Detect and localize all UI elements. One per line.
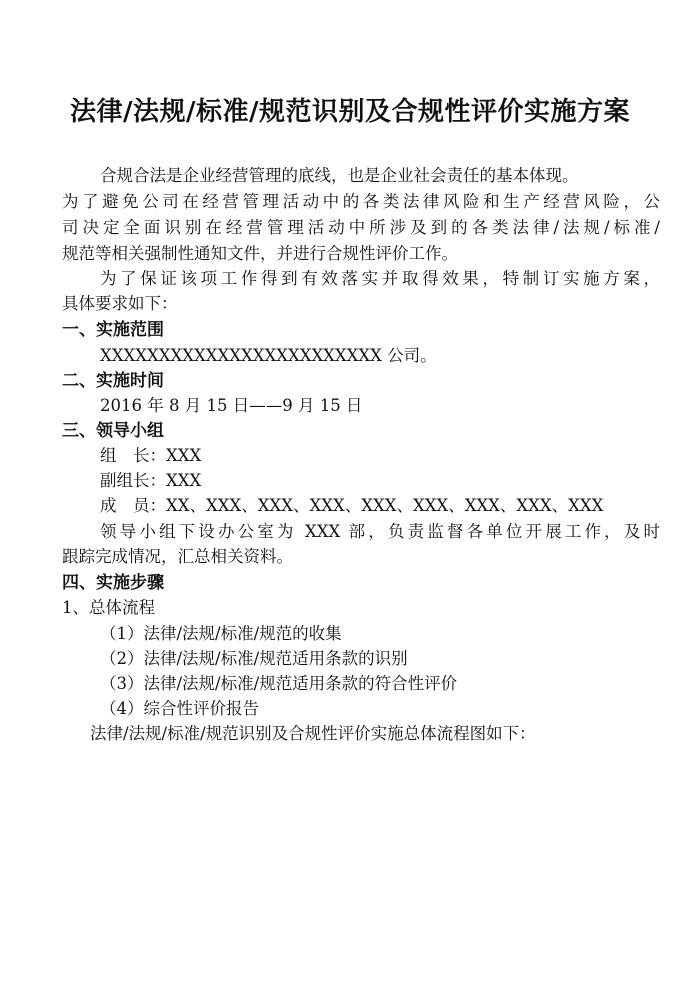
members-line: 成 员：XX、XXX、XXX、XXX、XXX、XXX、XXX、XXX、XXX (100, 496, 604, 515)
intro-line-1: 合规合法是企业经营管理的底线，也是企业社会责任的基本体现。 (100, 166, 579, 185)
step-item-3: （3）法律/法规/标准/规范适用条款的符合性评价 (100, 674, 458, 693)
purpose-line-1: 为了保证该项工作得到有效落实并取得效果，特制订实施方案， (100, 269, 660, 288)
office-line-2: 跟踪完成情况，汇总相关资料。 (62, 547, 293, 566)
intro-line-2: 为了避免公司在经营管理活动中的各类法律风险和生产经营风险，公 (62, 192, 660, 211)
step-item-4: （4）综合性评价报告 (100, 699, 259, 718)
intro-line-3: 司决定全面识别在经营管理活动中所涉及到的各类法律/法规/标准/ (62, 218, 660, 237)
section-heading-steps: 四、实施步骤 (62, 573, 164, 593)
section-heading-scope: 一、实施范围 (62, 320, 164, 340)
overall-process-heading: 1、总体流程 (62, 598, 155, 617)
step-item-1: （1）法律/法规/标准/规范的收集 (100, 624, 342, 643)
purpose-line-2: 具体要求如下： (62, 294, 178, 313)
time-content: 2016 年 8 月 15 日——9 月 15 日 (100, 396, 363, 415)
scope-content: XXXXXXXXXXXXXXXXXXXXXXXX 公司。 (100, 346, 437, 365)
deputy-leader-line: 副组长：XXX (100, 471, 202, 490)
leader-line: 组 长：XXX (100, 446, 202, 465)
document-title: 法律/法规/标准/规范识别及合规性评价实施方案 (70, 97, 630, 127)
intro-line-4: 规范等相关强制性通知文件，并进行合规性评价工作。 (62, 244, 458, 263)
step-item-2: （2）法律/法规/标准/规范适用条款的识别 (100, 649, 408, 668)
section-heading-leadership: 三、领导小组 (62, 421, 164, 441)
flowchart-intro: 法律/法规/标准/规范识别及合规性评价实施总体流程图如下： (90, 724, 536, 743)
section-heading-time: 二、实施时间 (62, 371, 164, 391)
office-line-1: 领导小组下设办公室为 XXX 部，负责监督各单位开展工作，及时 (100, 522, 660, 541)
